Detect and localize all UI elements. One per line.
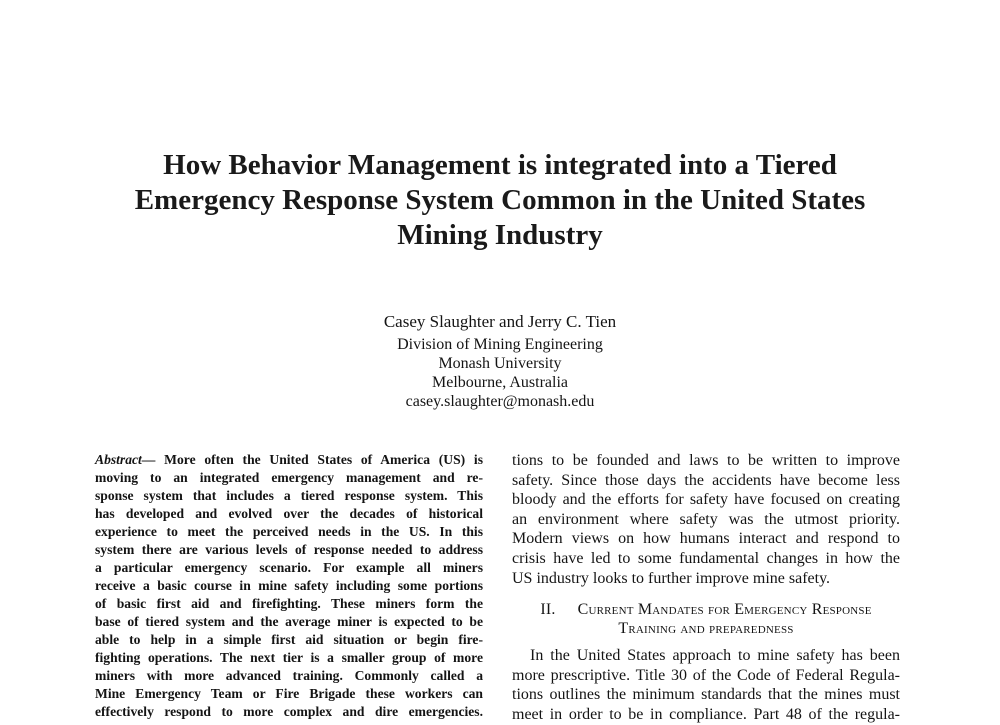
author-names: Casey Slaughter and Jerry C. Tien [383, 312, 617, 331]
abstract-label: Abstract— [95, 452, 156, 467]
body-line: tions outlines the minimum standards that the mines must [512, 686, 900, 704]
body-line: Modern views on how humans interact and respond to [512, 530, 900, 548]
section-number: II. [540, 601, 556, 619]
abstract-line: moving to an integrated emergency management and re- [95, 470, 483, 485]
author-email: casey.slaughter@monash.edu [405, 393, 595, 410]
abstract-line: experience to meet the perceived needs in the US. In this [95, 524, 483, 539]
abstract-line: Mine Emergency Team or Fire Brigade these workers can [95, 686, 483, 701]
body-column [512, 451, 900, 723]
title-line: Emergency Response System Common in the United States [134, 184, 866, 216]
abstract-line: receive a basic course in mine safety including some portions [95, 578, 483, 593]
body-line: In the United States approach to mine safety has been [530, 647, 900, 665]
body-line: US industry looks to further improve mine safety. [512, 569, 831, 587]
abstract-line: effectively respond to more complex and dire emergencies. [95, 704, 483, 719]
abstract-line: sponse system that includes a tiered response system. This [95, 488, 483, 503]
section-heading [512, 600, 900, 638]
body-line: tions to be founded and laws to be written to improve [512, 452, 900, 469]
section-title-line: Current Mandates for Emergency Response [577, 601, 872, 619]
affiliation-university: Monash University [438, 355, 562, 372]
affiliation-division: Division of Mining Engineering [397, 336, 603, 353]
body-line: meet in order to be in compliance. Part 48 of the regula- [512, 705, 900, 723]
author-affiliation [250, 335, 750, 411]
abstract-line: able to help in a simple first aid situation or begin fire- [95, 632, 483, 647]
body-line: an environment where safety was the utmost priority. [512, 510, 900, 528]
title-line: Mining Industry [397, 219, 603, 251]
abstract-line: of basic first aid and firefighting. These miners form the [95, 596, 483, 611]
title-line: How Behavior Management is integrated into a Tiered [163, 149, 837, 181]
body-line: crisis have led to some fundamental changes in how the [512, 549, 900, 567]
section-title-line: Training and preparedness [618, 620, 794, 638]
abstract-line: miners with more advanced training. Commonly called a [95, 668, 483, 683]
affiliation-location: Melbourne, Australia [432, 374, 568, 391]
abstract-line: fighting operations. The next tier is a smaller group of more [95, 650, 483, 665]
body-line: more prescriptive. Title 30 of the Code of Federal Regula- [512, 666, 900, 684]
abstract-line: a particular emergency scenario. For example all miners [95, 560, 483, 575]
body-line: bloody and the efforts for safety have focused on creating [512, 491, 900, 509]
abstract-line: base of tiered system and the average miner is expected to be [95, 614, 483, 629]
abstract-line: Abstract— More often the United States of America (US) is [95, 452, 483, 467]
abstract-column [95, 451, 483, 719]
body-line: safety. Since those days the accidents have become less [512, 471, 900, 489]
abstract-line: has developed and evolved over the decades of historical [95, 506, 483, 521]
abstract-line: system there are various levels of response needed to address [95, 542, 483, 557]
paper-title [100, 148, 900, 253]
